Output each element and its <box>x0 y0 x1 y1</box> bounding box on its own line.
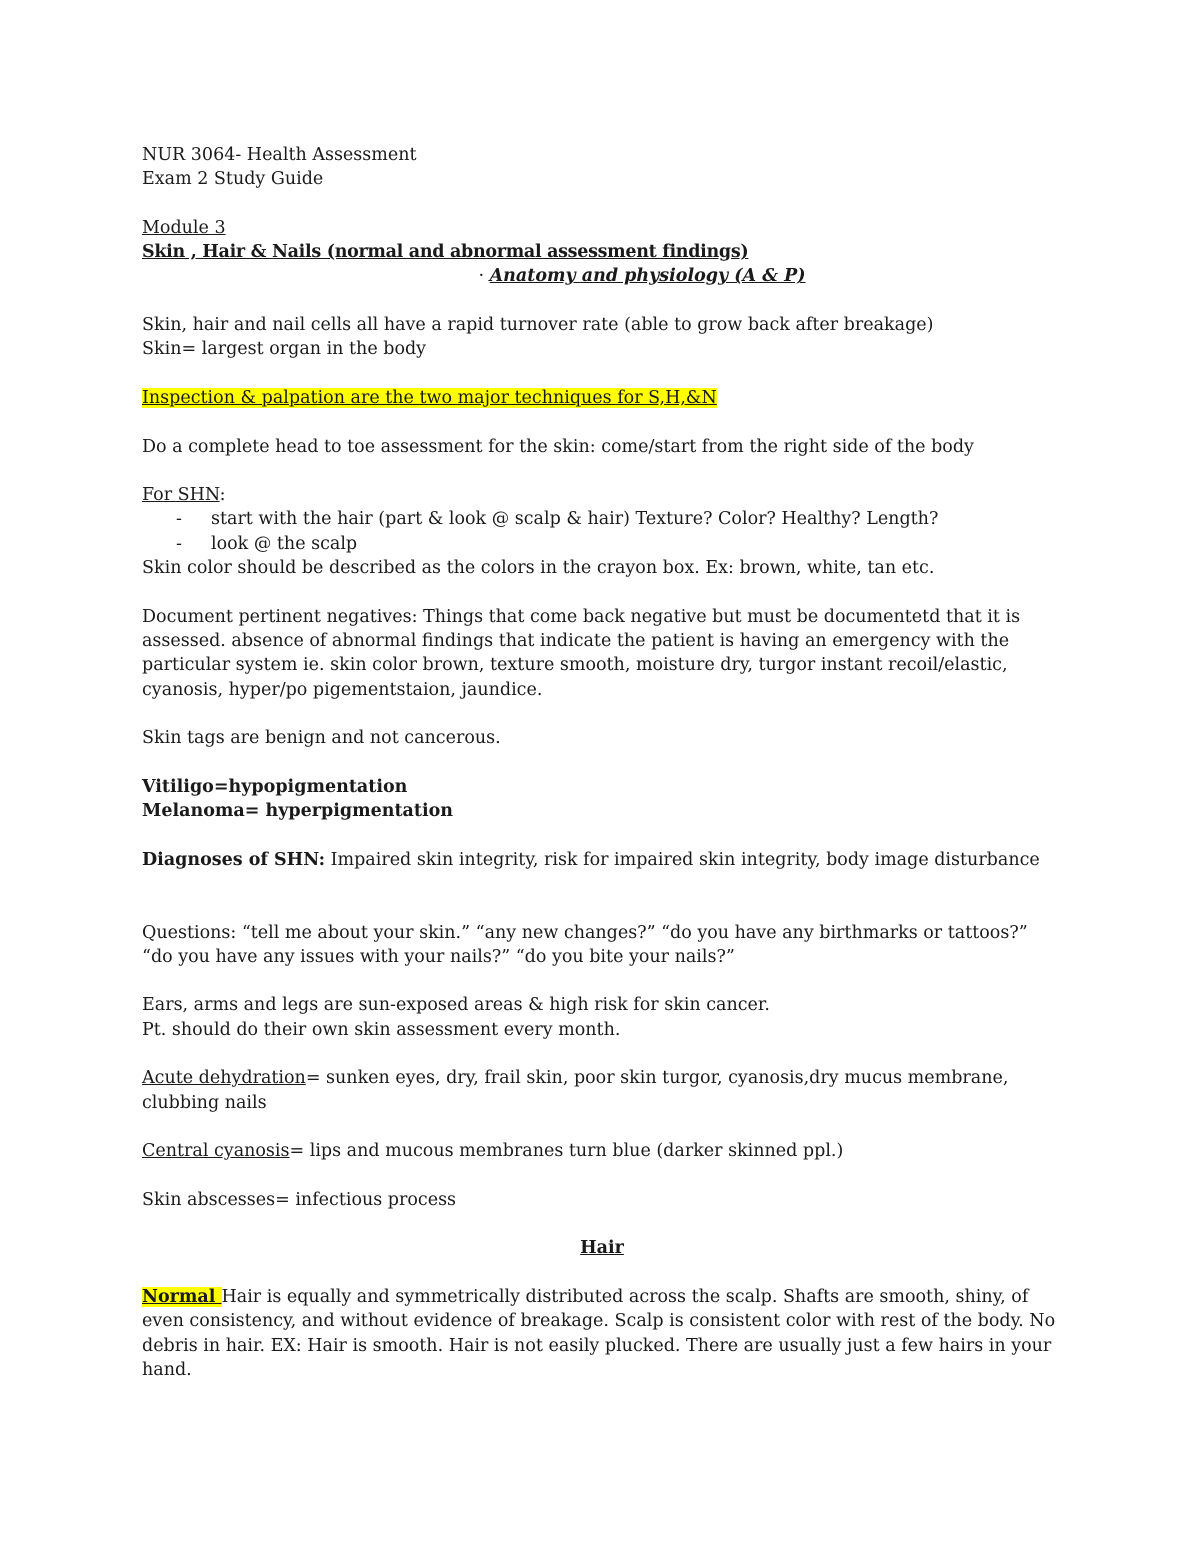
melanoma-text: Melanoma= hyperpigmentation <box>142 801 454 822</box>
exam-title: Exam 2 Study Guide <box>142 169 324 190</box>
highlighted-text: Inspection & palpation are the two major techniques for S,H,&N <box>142 387 717 408</box>
bullet-icon: · <box>478 266 485 287</box>
central-cyanosis-content: = lips and mucous membranes turn blue (darker skinned ppl.) <box>289 1141 844 1162</box>
hair-normal-paragraph <box>142 1285 1057 1382</box>
normal-label: Normal <box>142 1286 222 1307</box>
diagnoses-text <box>142 848 1062 872</box>
acute-dehydration-text <box>142 1066 1057 1115</box>
list-item-text: start with the hair (part & look @ scalp & hair) Texture? Color? Healthy? Length? <box>211 509 939 530</box>
largest-organ-text: Skin= largest organ in the body <box>142 339 427 360</box>
for-shn-colon: : <box>219 485 226 506</box>
sun-exposed-text: Ears, arms and legs are sun-exposed areas & high risk for skin cancer. <box>142 995 770 1016</box>
skin-tags-text: Skin tags are benign and not cancerous. <box>142 728 501 749</box>
subsection-heading <box>142 264 1062 288</box>
module-title: Module 3 <box>142 217 226 238</box>
normal-text: Hair is equally and symmetrically distributed across the scalp. Shafts are smooth, shiny, of even consistency, and without evidence of breakage. Scalp is consistent color with rest of the body. No debris in hair. EX: Hair is smooth. Hair is not easily plucked. There are usually just a few hairs in your hand. <box>142 1286 1056 1380</box>
central-cyanosis-text <box>142 1139 1062 1163</box>
pertinent-negatives-text: Document pertinent negatives: Things that come back negative but must be documentetd that it is assessed. absence of abnormal findings that indicate the patient is having an emergency with the particular system ie. skin color brown, texture smooth, moisture dry, turgor instant recoil/elastic, cyanosis, hyper/po pigementstaion, jaundice. <box>142 606 1021 700</box>
course-title: NUR 3064- Health Assessment <box>142 145 417 165</box>
diagnoses-label: Diagnoses of SHN: <box>142 849 326 870</box>
abscesses-text: Skin abscesses= infectious process <box>142 1189 457 1210</box>
section-heading: Skin , Hair & Nails (normal and abnormal assessment findings) <box>142 242 749 263</box>
for-shn-label: For SHN <box>142 485 220 506</box>
turnover-text: Skin, hair and nail cells all have a rapid turnover rate (able to grow back after breakage) <box>142 315 934 336</box>
list-item-text: look @ the scalp <box>211 533 358 554</box>
subsection-title: Anatomy and physiology (A & P) <box>489 266 806 287</box>
document-content <box>142 143 1062 1382</box>
diagnoses-content: Impaired skin integrity, risk for impaired skin integrity, body image disturbance <box>325 849 1040 870</box>
dash-icon: - <box>176 509 182 530</box>
for-shn-heading <box>142 483 1062 507</box>
list-item <box>176 507 1062 531</box>
technique-note <box>142 386 1062 410</box>
acute-dehydration-label: Acute dehydration <box>142 1068 306 1089</box>
central-cyanosis-label: Central cyanosis <box>142 1141 290 1162</box>
dash-icon: - <box>176 533 182 554</box>
vitiligo-text: Vitiligo=hypopigmentation <box>142 776 408 797</box>
acute-dehydration-content: = sunken eyes, dry, frail skin, poor skin turgor, cyanosis,dry mucus membrane, clubbing nails <box>142 1068 1009 1113</box>
head-to-toe-text: Do a complete head to toe assessment for the skin: come/start from the right side of the body <box>142 436 974 457</box>
questions-text: Questions: “tell me about your skin.” “any new changes?” “do you have any birthmarks or tattoos?” “do you have any issues with your nails?” “do you bite your nails?” <box>142 922 1028 967</box>
skin-color-text: Skin color should be described as the colors in the crayon box. Ex: brown, white, tan etc. <box>142 558 935 579</box>
self-assessment-text: Pt. should do their own skin assessment every month. <box>142 1019 621 1040</box>
list-item <box>176 532 1062 556</box>
hair-heading: Hair <box>580 1238 624 1259</box>
